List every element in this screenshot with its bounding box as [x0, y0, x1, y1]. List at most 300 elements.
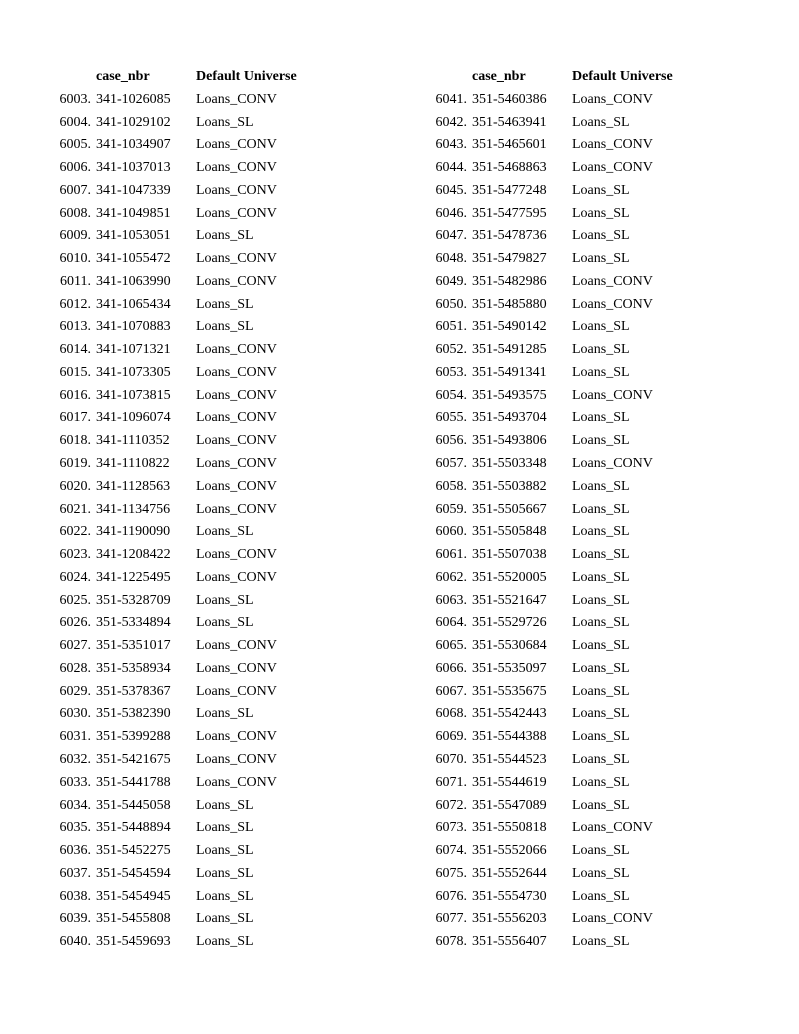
- table-row: [428, 339, 702, 362]
- table-row: [52, 157, 326, 180]
- case-nbr-cell: 341-1208422: [96, 547, 171, 563]
- case-nbr-cell: 351-5421675: [96, 751, 171, 767]
- case-nbr-cell: 351-5554730: [472, 888, 547, 904]
- table-row: [428, 180, 702, 203]
- universe-cell: Loans_CONV: [196, 91, 277, 107]
- universe-cell: Loans_CONV: [196, 638, 277, 654]
- table-row: [52, 908, 326, 931]
- row-index: 6031.: [59, 729, 91, 745]
- row-index: 6012.: [59, 296, 91, 312]
- case-nbr-cell: 351-5477595: [472, 205, 547, 221]
- case-nbr-cell: 341-1026085: [96, 91, 171, 107]
- table-row: [428, 385, 702, 408]
- universe-cell: Loans_CONV: [196, 364, 277, 380]
- universe-cell: Loans_SL: [572, 342, 630, 358]
- table-row: [52, 681, 326, 704]
- case-nbr-cell: 351-5550818: [472, 820, 547, 836]
- row-index: 6049.: [435, 273, 467, 289]
- row-index: 6033.: [59, 774, 91, 790]
- row-index: 6035.: [59, 820, 91, 836]
- right-column: [428, 66, 702, 954]
- row-index: 6054.: [435, 387, 467, 403]
- table-row: [52, 749, 326, 772]
- table-row: [52, 453, 326, 476]
- table-row: [428, 817, 702, 840]
- table-row: [52, 612, 326, 635]
- row-index: 6044.: [435, 160, 467, 176]
- table-row: [428, 294, 702, 317]
- universe-cell: Loans_SL: [196, 820, 254, 836]
- universe-cell: Loans_CONV: [572, 137, 653, 153]
- universe-cell: Loans_SL: [196, 592, 254, 608]
- case-nbr-cell: 351-5448894: [96, 820, 171, 836]
- case-nbr-cell: 351-5552644: [472, 865, 547, 881]
- row-index: 6040.: [59, 934, 91, 950]
- table-row: [52, 635, 326, 658]
- universe-cell: Loans_CONV: [196, 683, 277, 699]
- case-nbr-cell: 351-5463941: [472, 114, 547, 130]
- universe-cell: Loans_SL: [572, 888, 630, 904]
- case-nbr-cell: 351-5544523: [472, 751, 547, 767]
- row-index: 6059.: [435, 501, 467, 517]
- table-row: [428, 248, 702, 271]
- universe-cell: Loans_CONV: [196, 478, 277, 494]
- table-row: [52, 203, 326, 226]
- table-row: [52, 362, 326, 385]
- row-index: 6029.: [59, 683, 91, 699]
- case-nbr-cell: 351-5521647: [472, 592, 547, 608]
- row-index: 6007.: [59, 182, 91, 198]
- row-index: 6023.: [59, 547, 91, 563]
- case-nbr-cell: 351-5465601: [472, 137, 547, 153]
- row-index: 6017.: [59, 410, 91, 426]
- universe-cell: Loans_SL: [572, 410, 630, 426]
- case-nbr-cell: 351-5529726: [472, 615, 547, 631]
- universe-cell: Loans_SL: [572, 706, 630, 722]
- table-row: [52, 407, 326, 430]
- row-index: 6015.: [59, 364, 91, 380]
- case-nbr-cell: 351-5544619: [472, 774, 547, 790]
- right-rows: [428, 89, 702, 954]
- row-index: 6047.: [435, 228, 467, 244]
- universe-cell: Loans_CONV: [196, 387, 277, 403]
- row-index: 6053.: [435, 364, 467, 380]
- case-nbr-cell: 351-5547089: [472, 797, 547, 813]
- row-index: 6004.: [59, 114, 91, 130]
- case-nbr-cell: 341-1110822: [96, 456, 170, 472]
- case-nbr-cell: 351-5459693: [96, 934, 171, 950]
- table-row: [428, 476, 702, 499]
- table-row: [52, 134, 326, 157]
- row-index: 6020.: [59, 478, 91, 494]
- row-index: 6008.: [59, 205, 91, 221]
- case-nbr-cell: 341-1070883: [96, 319, 171, 335]
- row-index: 6038.: [59, 888, 91, 904]
- universe-cell: Loans_SL: [572, 524, 630, 540]
- case-nbr-cell: 351-5503882: [472, 478, 547, 494]
- universe-cell: Loans_SL: [572, 478, 630, 494]
- row-index: 6066.: [435, 660, 467, 676]
- universe-cell: Loans_SL: [196, 911, 254, 927]
- universe-cell: Loans_SL: [572, 729, 630, 745]
- case-nbr-header: case_nbr: [96, 69, 150, 84]
- case-nbr-cell: 351-5552066: [472, 843, 547, 859]
- row-index: 6063.: [435, 592, 467, 608]
- table-row: [428, 407, 702, 430]
- universe-cell: Loans_SL: [196, 296, 254, 312]
- universe-cell: Loans_CONV: [196, 774, 277, 790]
- row-index: 6027.: [59, 638, 91, 654]
- case-nbr-cell: 351-5507038: [472, 547, 547, 563]
- universe-cell: Loans_CONV: [196, 273, 277, 289]
- row-index: 6016.: [59, 387, 91, 403]
- row-index: 6010.: [59, 251, 91, 267]
- row-index: 6036.: [59, 843, 91, 859]
- row-index: 6003.: [59, 91, 91, 107]
- universe-cell: Loans_CONV: [572, 820, 653, 836]
- row-index: 6039.: [59, 911, 91, 927]
- table-row: [428, 931, 702, 954]
- row-index: 6058.: [435, 478, 467, 494]
- universe-cell: Loans_CONV: [196, 547, 277, 563]
- case-nbr-cell: 351-5334894: [96, 615, 171, 631]
- table-row: [428, 703, 702, 726]
- universe-cell: Loans_CONV: [196, 137, 277, 153]
- table-row: [52, 590, 326, 613]
- table-row: [52, 339, 326, 362]
- row-index: 6032.: [59, 751, 91, 767]
- universe-cell: Loans_CONV: [196, 751, 277, 767]
- case-nbr-cell: 341-1065434: [96, 296, 171, 312]
- case-nbr-cell: 341-1110352: [96, 433, 170, 449]
- universe-cell: Loans_SL: [196, 524, 254, 540]
- case-nbr-cell: 351-5454594: [96, 865, 171, 881]
- universe-cell: Loans_CONV: [196, 501, 277, 517]
- table-row: [52, 726, 326, 749]
- table-row: [428, 203, 702, 226]
- universe-cell: Loans_SL: [572, 501, 630, 517]
- table-row: [428, 430, 702, 453]
- table-row: [428, 499, 702, 522]
- universe-cell: Loans_CONV: [572, 91, 653, 107]
- universe-cell: Loans_CONV: [572, 273, 653, 289]
- universe-cell: Loans_SL: [572, 683, 630, 699]
- universe-cell: Loans_CONV: [196, 456, 277, 472]
- case-nbr-cell: 351-5556407: [472, 934, 547, 950]
- table-row: [428, 840, 702, 863]
- case-nbr-cell: 351-5358934: [96, 660, 171, 676]
- row-index: 6006.: [59, 160, 91, 176]
- universe-cell: Loans_SL: [572, 569, 630, 585]
- case-nbr-cell: 341-1190090: [96, 524, 171, 540]
- case-nbr-cell: 351-5491341: [472, 364, 547, 380]
- table-row: [428, 134, 702, 157]
- row-index: 6030.: [59, 706, 91, 722]
- table-row: [52, 430, 326, 453]
- table-row: [52, 271, 326, 294]
- universe-cell: Loans_SL: [572, 114, 630, 130]
- row-index: 6043.: [435, 137, 467, 153]
- case-nbr-cell: 351-5505848: [472, 524, 547, 540]
- universe-cell: Loans_SL: [196, 228, 254, 244]
- universe-cell: Loans_SL: [572, 547, 630, 563]
- left-column: [52, 66, 326, 954]
- case-nbr-cell: 351-5505667: [472, 501, 547, 517]
- table-row: [52, 567, 326, 590]
- universe-cell: Loans_SL: [572, 865, 630, 881]
- table-row: [52, 886, 326, 909]
- row-index: 6077.: [435, 911, 467, 927]
- universe-cell: Loans_CONV: [196, 410, 277, 426]
- table-row: [428, 316, 702, 339]
- table-row: [52, 772, 326, 795]
- universe-cell: Loans_CONV: [572, 160, 653, 176]
- table-row: [428, 681, 702, 704]
- universe-cell: Loans_CONV: [196, 205, 277, 221]
- case-nbr-cell: 351-5493575: [472, 387, 547, 403]
- row-index: 6064.: [435, 615, 467, 631]
- row-index: 6056.: [435, 433, 467, 449]
- universe-cell: Loans_SL: [572, 660, 630, 676]
- table-row: [52, 89, 326, 112]
- table-row: [428, 271, 702, 294]
- row-index: 6026.: [59, 615, 91, 631]
- row-index: 6024.: [59, 569, 91, 585]
- universe-cell: Loans_SL: [572, 774, 630, 790]
- table-row: [52, 316, 326, 339]
- universe-cell: Loans_CONV: [572, 387, 653, 403]
- case-nbr-cell: 341-1053051: [96, 228, 171, 244]
- table-row: [428, 590, 702, 613]
- universe-cell: Loans_CONV: [572, 296, 653, 312]
- universe-cell: Loans_SL: [572, 797, 630, 813]
- universe-cell: Loans_SL: [572, 615, 630, 631]
- row-index: 6071.: [435, 774, 467, 790]
- case-nbr-cell: 341-1049851: [96, 205, 171, 221]
- case-nbr-cell: 341-1037013: [96, 160, 171, 176]
- case-nbr-cell: 351-5556203: [472, 911, 547, 927]
- table-row: [52, 931, 326, 954]
- case-nbr-cell: 351-5454945: [96, 888, 171, 904]
- case-nbr-cell: 341-1225495: [96, 569, 171, 585]
- universe-cell: Loans_CONV: [196, 342, 277, 358]
- universe-cell: Loans_SL: [572, 205, 630, 221]
- table-row: [428, 567, 702, 590]
- universe-cell: Loans_CONV: [196, 182, 277, 198]
- table-row: [52, 703, 326, 726]
- row-index: 6042.: [435, 114, 467, 130]
- case-nbr-header: case_nbr: [472, 69, 526, 84]
- case-nbr-cell: 351-5477248: [472, 182, 547, 198]
- table-row: [428, 772, 702, 795]
- case-nbr-cell: 351-5482986: [472, 273, 547, 289]
- universe-cell: Loans_CONV: [196, 160, 277, 176]
- row-index: 6009.: [59, 228, 91, 244]
- row-index: 6028.: [59, 660, 91, 676]
- case-nbr-cell: 351-5460386: [472, 91, 547, 107]
- row-index: 6069.: [435, 729, 467, 745]
- case-nbr-cell: 351-5328709: [96, 592, 171, 608]
- table-row: [428, 544, 702, 567]
- row-index: 6068.: [435, 706, 467, 722]
- case-nbr-cell: 341-1063990: [96, 273, 171, 289]
- table-row: [52, 817, 326, 840]
- table-row: [428, 157, 702, 180]
- table-row: [428, 908, 702, 931]
- table-row: [428, 635, 702, 658]
- table-row: [428, 112, 702, 135]
- table-row: [52, 795, 326, 818]
- universe-cell: Loans_SL: [196, 706, 254, 722]
- row-index: 6074.: [435, 843, 467, 859]
- universe-cell: Loans_SL: [572, 228, 630, 244]
- left-rows: [52, 89, 326, 954]
- row-index: 6075.: [435, 865, 467, 881]
- row-index: 6046.: [435, 205, 467, 221]
- case-nbr-cell: 351-5490142: [472, 319, 547, 335]
- row-index: 6060.: [435, 524, 467, 540]
- universe-cell: Loans_CONV: [196, 251, 277, 267]
- table-row: [52, 863, 326, 886]
- table-row: [428, 749, 702, 772]
- left-header-row: [52, 66, 326, 89]
- case-nbr-cell: 351-5544388: [472, 729, 547, 745]
- case-nbr-cell: 341-1055472: [96, 251, 171, 267]
- table-row: [52, 112, 326, 135]
- row-index: 6021.: [59, 501, 91, 517]
- table-row: [428, 89, 702, 112]
- case-nbr-cell: 351-5530684: [472, 638, 547, 654]
- row-index: 6070.: [435, 751, 467, 767]
- row-index: 6072.: [435, 797, 467, 813]
- case-nbr-cell: 341-1128563: [96, 478, 171, 494]
- table-row: [428, 795, 702, 818]
- row-index: 6025.: [59, 592, 91, 608]
- table-row: [428, 658, 702, 681]
- universe-cell: Loans_SL: [572, 751, 630, 767]
- case-nbr-cell: 341-1034907: [96, 137, 171, 153]
- universe-cell: Loans_SL: [572, 433, 630, 449]
- case-nbr-cell: 351-5520005: [472, 569, 547, 585]
- universe-cell: Loans_SL: [196, 319, 254, 335]
- row-index: 6062.: [435, 569, 467, 585]
- table-row: [428, 612, 702, 635]
- table-row: [52, 499, 326, 522]
- case-nbr-cell: 341-1134756: [96, 501, 171, 517]
- row-index: 6037.: [59, 865, 91, 881]
- universe-header: Default Universe: [196, 69, 297, 84]
- universe-cell: Loans_SL: [196, 843, 254, 859]
- table-row: [52, 180, 326, 203]
- table-row: [52, 544, 326, 567]
- universe-cell: Loans_CONV: [572, 456, 653, 472]
- case-nbr-cell: 351-5452275: [96, 843, 171, 859]
- table-row: [52, 658, 326, 681]
- row-index: 6067.: [435, 683, 467, 699]
- universe-cell: Loans_SL: [572, 364, 630, 380]
- row-index: 6078.: [435, 934, 467, 950]
- universe-cell: Loans_SL: [196, 114, 254, 130]
- row-index: 6045.: [435, 182, 467, 198]
- case-nbr-cell: 351-5351017: [96, 638, 171, 654]
- table-row: [428, 362, 702, 385]
- universe-cell: Loans_SL: [196, 934, 254, 950]
- case-nbr-cell: 341-1071321: [96, 342, 171, 358]
- case-nbr-cell: 351-5485880: [472, 296, 547, 312]
- universe-cell: Loans_SL: [572, 843, 630, 859]
- row-index: 6055.: [435, 410, 467, 426]
- row-index: 6019.: [59, 456, 91, 472]
- row-index: 6014.: [59, 342, 91, 358]
- table-row: [52, 840, 326, 863]
- row-index: 6013.: [59, 319, 91, 335]
- case-nbr-cell: 351-5382390: [96, 706, 171, 722]
- universe-cell: Loans_CONV: [196, 569, 277, 585]
- case-nbr-cell: 351-5478736: [472, 228, 547, 244]
- table-row: [428, 726, 702, 749]
- case-nbr-cell: 351-5491285: [472, 342, 547, 358]
- universe-cell: Loans_CONV: [196, 433, 277, 449]
- table-row: [52, 225, 326, 248]
- case-nbr-cell: 351-5542443: [472, 706, 547, 722]
- case-nbr-cell: 351-5445058: [96, 797, 171, 813]
- table-row: [428, 225, 702, 248]
- table-row: [428, 453, 702, 476]
- row-index: 6048.: [435, 251, 467, 267]
- case-nbr-cell: 351-5493806: [472, 433, 547, 449]
- case-nbr-cell: 341-1047339: [96, 182, 171, 198]
- case-nbr-cell: 351-5535675: [472, 683, 547, 699]
- row-index: 6076.: [435, 888, 467, 904]
- row-index: 6018.: [59, 433, 91, 449]
- index-header: [52, 66, 96, 89]
- table-row: [52, 248, 326, 271]
- row-index: 6052.: [435, 342, 467, 358]
- row-index: 6022.: [59, 524, 91, 540]
- universe-cell: Loans_SL: [572, 319, 630, 335]
- universe-cell: Loans_CONV: [196, 660, 277, 676]
- table-row: [52, 294, 326, 317]
- universe-cell: Loans_CONV: [572, 911, 653, 927]
- universe-header: Default Universe: [572, 69, 673, 84]
- universe-cell: Loans_SL: [572, 182, 630, 198]
- row-index: 6073.: [435, 820, 467, 836]
- universe-cell: Loans_SL: [196, 615, 254, 631]
- row-index: 6050.: [435, 296, 467, 312]
- table-row: [52, 476, 326, 499]
- row-index: 6057.: [435, 456, 467, 472]
- case-nbr-cell: 351-5378367: [96, 683, 171, 699]
- row-index: 6051.: [435, 319, 467, 335]
- right-header-row: [428, 66, 702, 89]
- case-nbr-cell: 351-5441788: [96, 774, 171, 790]
- case-nbr-cell: 351-5493704: [472, 410, 547, 426]
- row-index: 6011.: [60, 273, 91, 289]
- table-row: [428, 863, 702, 886]
- table-row: [52, 385, 326, 408]
- case-nbr-cell: 341-1029102: [96, 114, 171, 130]
- case-nbr-cell: 351-5455808: [96, 911, 171, 927]
- universe-cell: Loans_SL: [196, 797, 254, 813]
- index-header: [428, 66, 472, 89]
- case-nbr-cell: 351-5399288: [96, 729, 171, 745]
- case-nbr-cell: 351-5535097: [472, 660, 547, 676]
- row-index: 6065.: [435, 638, 467, 654]
- case-nbr-cell: 351-5479827: [472, 251, 547, 267]
- table-row: [52, 521, 326, 544]
- row-index: 6034.: [59, 797, 91, 813]
- universe-cell: Loans_SL: [572, 592, 630, 608]
